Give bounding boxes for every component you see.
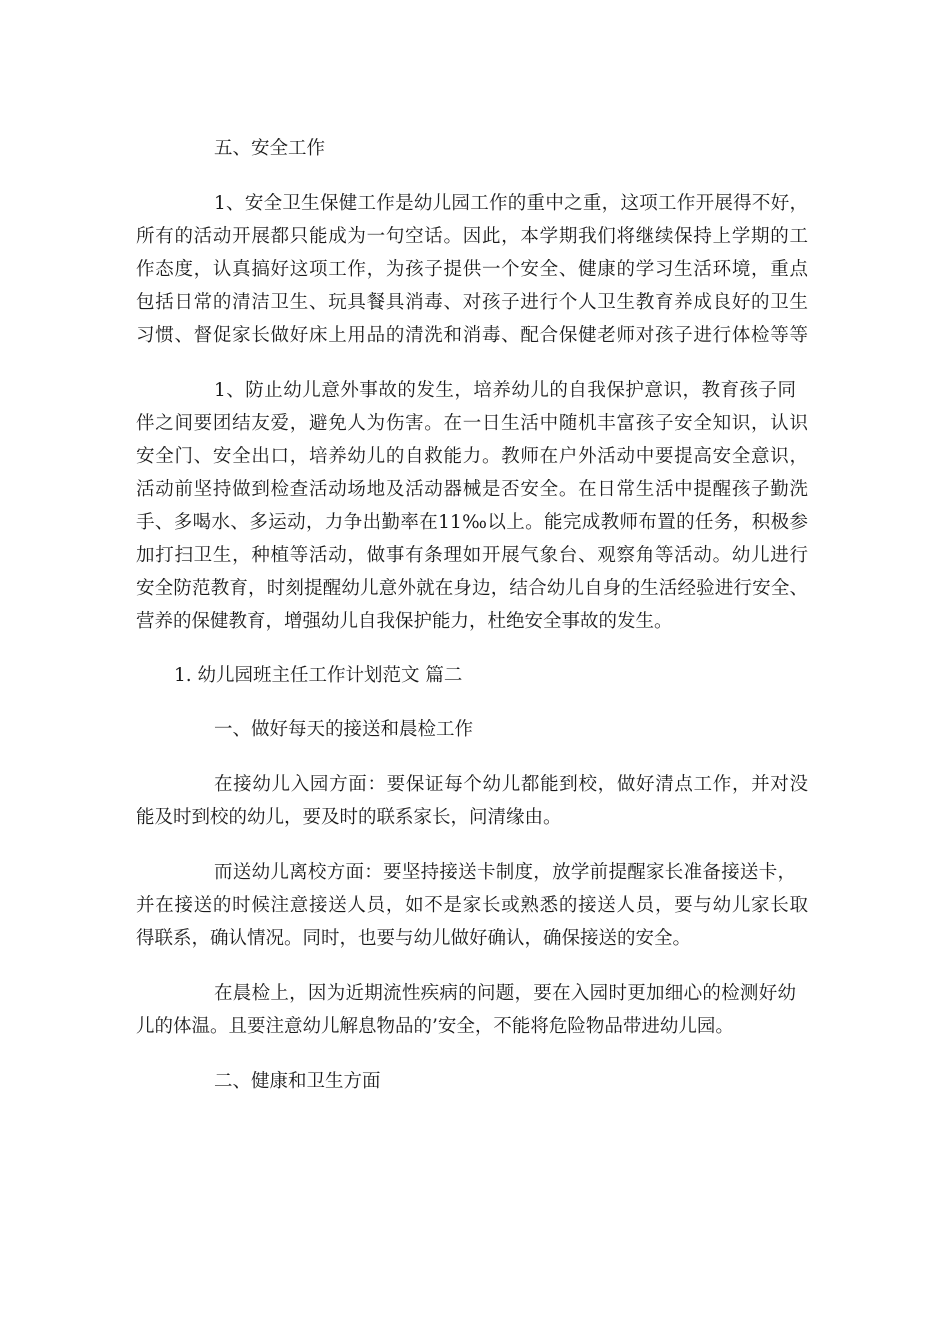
paragraph-line: 加打扫卫生，种植等活动，做事有条理如开展气象台、观察角等活动。幼儿进行 (136, 545, 808, 566)
paragraph-line: 在接幼儿入园方面：要保证每个幼儿都能到校，做好清点工作，并对没 (214, 774, 808, 795)
paragraph-line: 得联系，确认情况。同时，也要与幼儿做好确认，确保接送的安全。 (136, 928, 692, 949)
paragraph-line: 活动前坚持做到检查活动场地及活动器械是否安全。在日常生活中提醒孩子勤洗 (136, 479, 808, 500)
paragraph-line: 能及时到校的幼儿，要及时的联系家长，问清缘由。 (136, 807, 562, 828)
paragraph-line: 而送幼儿离校方面：要坚持接送卡制度，放学前提醒家长准备接送卡， (214, 862, 796, 883)
paragraph-line: 安全防范教育，时刻提醒幼儿意外就在身边，结合幼儿自身的生活经验进行安全、 (136, 578, 808, 599)
paragraph-line: 所有的活动开展都只能成为一句空话。因此，本学期我们将继续保持上学期的工 (136, 226, 808, 247)
paragraph-line: 安全门、安全出口，培养幼儿的自救能力。教师在户外活动中要提高安全意识， (136, 446, 808, 467)
section-heading-safety: 五、安全工作 (214, 138, 326, 159)
paragraph-line: 习惯、督促家长做好床上用品的清洗和消毒、配合保健老师对孩子进行体检等等 (136, 325, 808, 346)
paragraph-line: 伴之间要团结友爱，避免人为伤害。在一日生活中随机丰富孩子安全知识，认识 (136, 413, 808, 434)
paragraph-line: 作态度，认真搞好这项工作，为孩子提供一个安全、健康的学习生活环境，重点 (136, 259, 808, 280)
paragraph-line: 包括日常的清洁卫生、玩具餐具消毒、对孩子进行个人卫生教育养成良好的卫生 (136, 292, 808, 313)
section-heading-dropoff: 一、做好每天的接送和晨检工作 (214, 719, 474, 740)
article-title: 1. 幼儿园班主任工作计划范文 篇二 (174, 665, 463, 686)
paragraph-line: 儿的体温。且要注意幼儿解息物品的’安全，不能将危险物品带进幼儿园。 (136, 1016, 734, 1037)
paragraph-line: 营养的保健教育，增强幼儿自我保护能力，杜绝安全事故的发生。 (136, 611, 673, 632)
paragraph-line: 1、防止幼儿意外事故的发生，培养幼儿的自我保护意识，教育孩子同 (214, 380, 796, 401)
paragraph-line: 手、多喝水、多运动，力争出勤率在11‰以上。能完成教师布置的任务，积极参 (136, 512, 808, 533)
section-heading-health: 二、健康和卫生方面 (214, 1071, 381, 1092)
paragraph-line: 并在接送的时候注意接送人员，如不是家长或熟悉的接送人员，要与幼儿家长取 (136, 895, 808, 916)
paragraph-line: 在晨检上，因为近期流性疾病的问题，要在入园时更加细心的检测好幼 (214, 983, 796, 1004)
paragraph-line: 1、安全卫生保健工作是幼儿园工作的重中之重，这项工作开展得不好， (214, 193, 808, 214)
